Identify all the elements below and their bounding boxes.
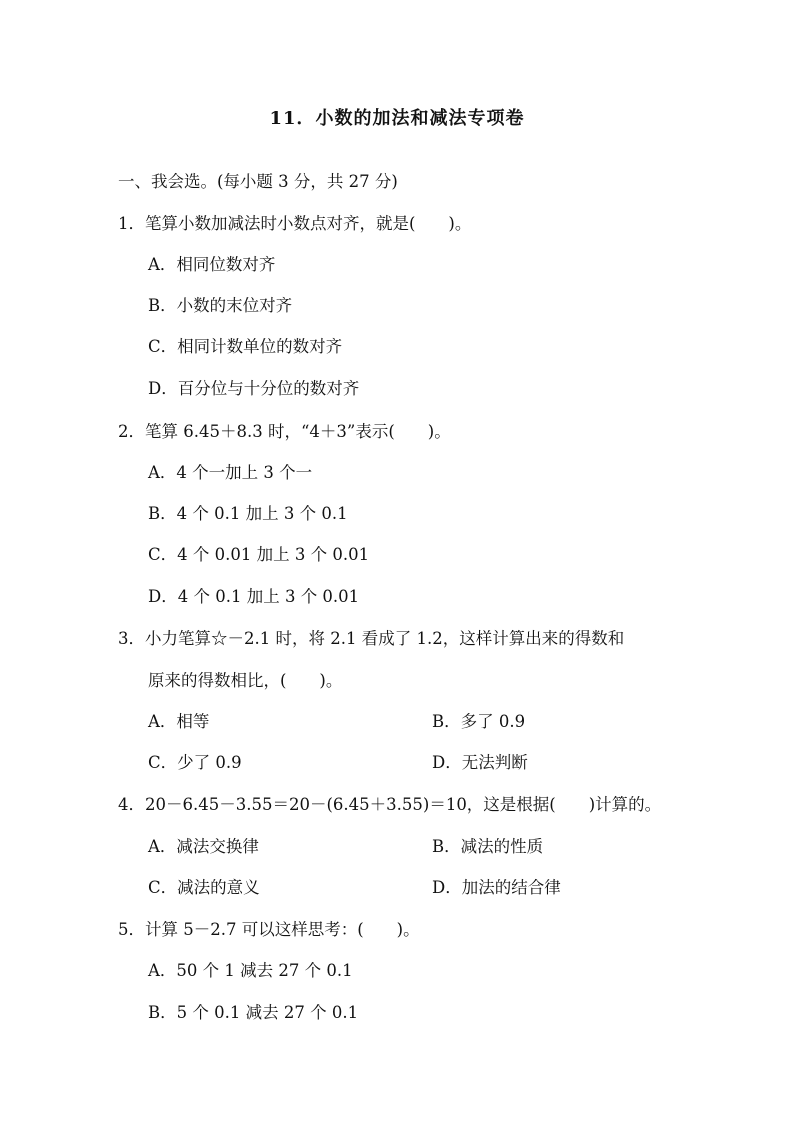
question-3-stem-line-2: 原来的得数相比，( )。 (148, 671, 343, 690)
question-2-option-c: C．4 个 0.01 加上 3 个 0.01 (148, 545, 370, 564)
question-4-option-d: D．加法的结合律 (432, 878, 561, 897)
question-1-stem: 1．笔算小数加减法时小数点对齐，就是( )。 (118, 214, 472, 233)
question-2-option-b: B．4 个 0.1 加上 3 个 0.1 (148, 504, 348, 523)
question-3-option-a: A．相等 (148, 712, 210, 731)
section-heading: 一、我会选。(每小题 3 分，共 27 分) (118, 172, 398, 191)
question-2-option-a: A．4 个一加上 3 个一 (148, 463, 313, 482)
question-3-stem-line-1: 3．小力笔算☆－2.1 时，将 2.1 看成了 1.2，这样计算出来的得数和 (118, 629, 625, 648)
question-5-option-a: A．50 个 1 减去 27 个 0.1 (148, 961, 353, 980)
question-4-option-a: A．减法交换律 (148, 837, 259, 856)
question-3-option-c: C．少了 0.9 (148, 753, 242, 772)
question-4-stem: 4．20－6.45－3.55＝20－(6.45＋3.55)＝10，这是根据( )计算的。 (118, 795, 662, 814)
question-2-option-d: D．4 个 0.1 加上 3 个 0.01 (148, 587, 360, 606)
question-4-option-c: C．减法的意义 (148, 878, 260, 897)
question-2-stem: 2．笔算 6.45＋8.3 时，“4＋3”表示( )。 (118, 422, 451, 441)
question-5-option-b: B．5 个 0.1 减去 27 个 0.1 (148, 1003, 359, 1022)
page-title: 11．小数的加法和减法专项卷 (269, 108, 525, 129)
question-1-option-b: B．小数的末位对齐 (148, 296, 293, 315)
question-4-option-b: B．减法的性质 (432, 837, 544, 856)
question-1-option-c: C．相同计数单位的数对齐 (148, 337, 343, 356)
question-5-stem: 5．计算 5－2.7 可以这样思考：( )。 (118, 920, 420, 939)
question-3-option-d: D．无法判断 (432, 753, 528, 772)
question-1-option-a: A．相同位数对齐 (148, 255, 276, 274)
question-3-option-b: B．多了 0.9 (432, 712, 526, 731)
question-1-option-d: D．百分位与十分位的数对齐 (148, 379, 360, 398)
